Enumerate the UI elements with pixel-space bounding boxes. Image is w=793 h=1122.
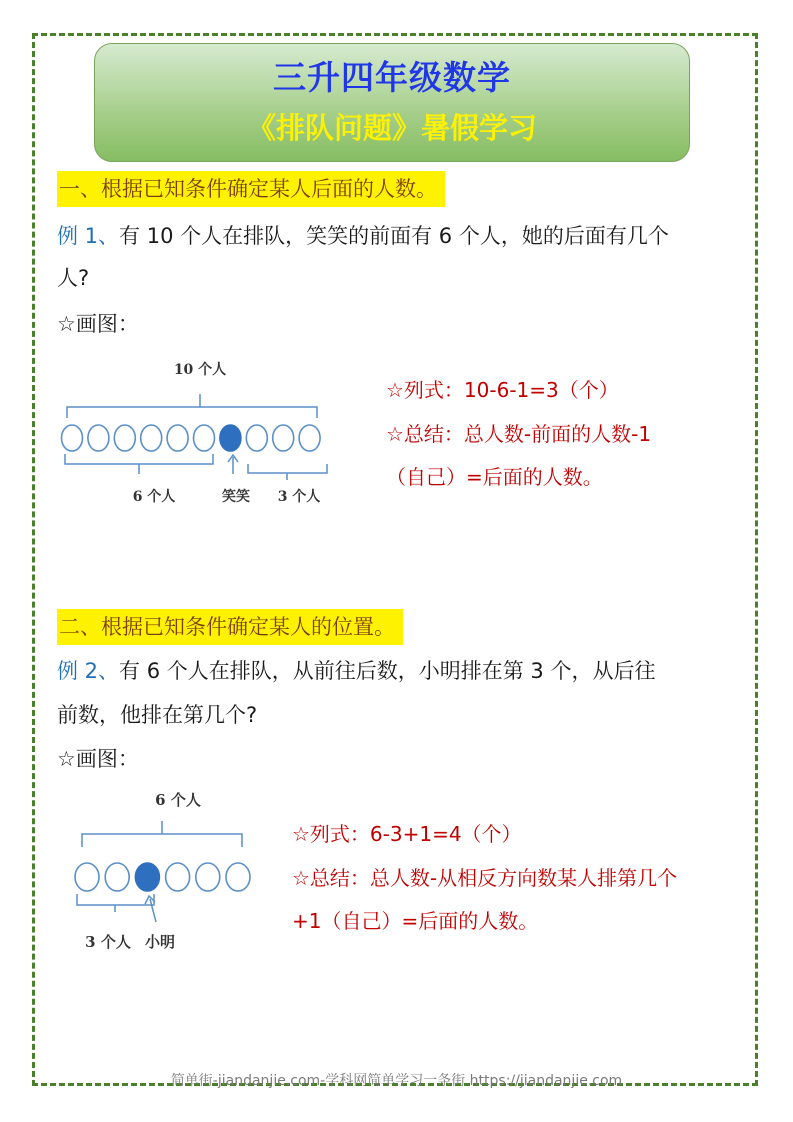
diagram1-person-circle xyxy=(167,425,188,451)
diagram1-arrow xyxy=(228,455,238,474)
page-subtitle: 《排队问题》暑假学习 xyxy=(246,111,537,145)
diagram1-front-brace xyxy=(65,454,213,474)
diagram1-person-circle xyxy=(273,425,294,451)
diagram1-person-circle xyxy=(62,425,83,451)
diagram2-highlighted-person xyxy=(135,863,159,891)
diagram1-person-circle xyxy=(299,425,320,451)
diagram1-people xyxy=(62,425,321,451)
example1-summary-line1: ☆总结：总人数-前面的人数-1 xyxy=(386,422,652,446)
example1-formula: ☆列式：10-6-1=3（个） xyxy=(386,378,619,402)
example1-draw-label: ☆画图： xyxy=(57,312,139,336)
example1-question-line1: 有 10 个人在排队，笑笑的前面有 6 个人，她的后面有几个 xyxy=(119,224,669,248)
diagram2-person-circle xyxy=(75,863,99,891)
diagram1-back-label: 3 个人 xyxy=(277,489,321,505)
example2-summary-line2: +1（自己）=后面的人数。 xyxy=(292,909,539,933)
diagram2-people xyxy=(75,863,250,891)
diagram2-top-brace xyxy=(82,821,242,847)
diagram1-total-label: 10 个人 xyxy=(173,362,227,378)
diagram1-highlighted-person xyxy=(220,425,241,451)
example2-question-line1: 有 6 个人在排队，从前往后数，小明排在第 3 个，从后往 xyxy=(119,659,656,683)
example1-summary-line2: （自己）=后面的人数。 xyxy=(386,465,603,489)
page-title: 三升四年级数学 xyxy=(273,58,511,97)
diagram2-person-label: 小明 xyxy=(144,933,176,951)
section1-heading: 一、根据已知条件确定某人后面的人数。 xyxy=(57,171,445,207)
queue-diagram-2 xyxy=(70,784,270,959)
diagram2-person-circle xyxy=(105,863,129,891)
diagram2-person-circle xyxy=(196,863,220,891)
diagram1-person-circle xyxy=(88,425,109,451)
example2-summary-line1: ☆总结：总人数-从相反方向数某人排第几个 xyxy=(292,866,678,890)
example2-line1 xyxy=(57,656,655,686)
diagram1-person-label: 笑笑 xyxy=(222,489,250,505)
diagram1-person-circle xyxy=(194,425,215,451)
example1-question-line2: 人? xyxy=(57,266,90,290)
diagram2-person-circle xyxy=(226,863,250,891)
diagram2-front-brace xyxy=(77,894,154,912)
diagram2-total-label: 6 个人 xyxy=(155,791,201,809)
example1-line1 xyxy=(57,221,669,251)
diagram1-front-label: 6 个人 xyxy=(132,489,176,505)
title-banner xyxy=(94,43,690,162)
diagram2-front-label: 3 个人 xyxy=(85,933,131,951)
footer-text: 简单街-jiandanjie.com-学科网简单学习一条街 https://jiandanjie.com xyxy=(170,1073,623,1089)
example2-draw-label: ☆画图： xyxy=(57,747,139,771)
diagram1-top-brace xyxy=(67,394,317,418)
example2-question-line2: 前数，他排在第几个? xyxy=(57,703,258,727)
example2-formula: ☆列式：6-3+1=4（个） xyxy=(292,822,522,846)
diagram1-back-brace xyxy=(248,464,327,480)
example1-tag: 例 1、 xyxy=(57,224,120,248)
diagram1-person-circle xyxy=(246,425,267,451)
diagram1-person-circle xyxy=(114,425,135,451)
section2-heading: 二、根据已知条件确定某人的位置。 xyxy=(57,609,403,645)
queue-diagram-1 xyxy=(55,352,345,512)
diagram2-person-circle xyxy=(166,863,190,891)
diagram1-person-circle xyxy=(141,425,162,451)
example2-tag: 例 2、 xyxy=(57,659,120,683)
